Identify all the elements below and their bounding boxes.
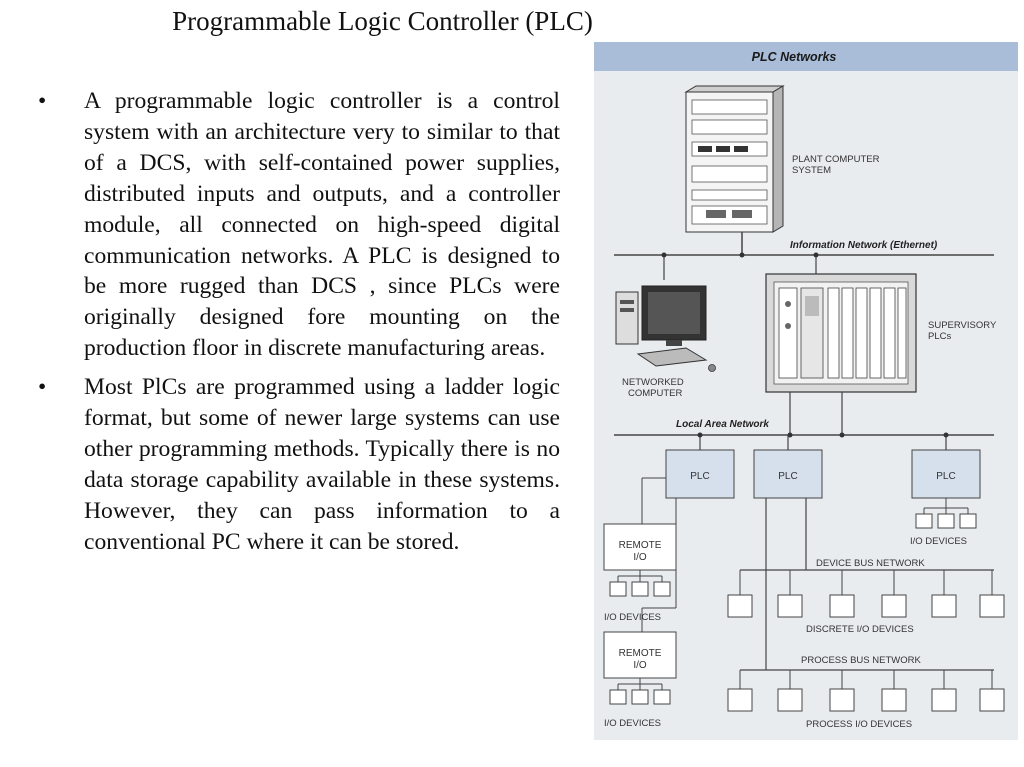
bullet-list — [38, 86, 560, 566]
bullet-item — [38, 372, 560, 557]
bullet-item — [38, 86, 560, 364]
device-bus-network-label: DEVICE BUS NETWORK — [816, 558, 925, 569]
bullet-dot-icon: • — [38, 88, 47, 114]
io-device-box — [654, 690, 670, 704]
io-device-box — [610, 690, 626, 704]
plc-network-diagram — [594, 42, 1018, 740]
plc-label: PLC — [690, 471, 710, 482]
plant-computer-label: PLANT COMPUTER — [792, 154, 880, 165]
process-io-device-box — [932, 689, 956, 711]
remote-io-label: I/O — [633, 552, 647, 563]
slide-title: Programmable Logic Controller (PLC) — [172, 6, 593, 36]
networked-computer-label: NETWORKED — [622, 377, 684, 388]
remote-io-label: I/O — [633, 660, 647, 671]
remote-io-label: REMOTE — [618, 540, 662, 551]
io-device-box — [960, 514, 976, 528]
diagram-header: PLC Networks — [751, 50, 837, 64]
io-device-box — [632, 690, 648, 704]
information-network-label: Information Network (Ethernet) — [790, 240, 938, 251]
io-device-box — [632, 582, 648, 596]
bullet-text: Most PlCs are programmed using a ladder logic format, but some of newer large systems can use other programming methods. Typically there is no data storage capability available in these systems. However, they can pass information to a conventional PC where it can be stored. — [84, 374, 560, 555]
io-devices-label: I/O DEVICES — [604, 718, 662, 729]
process-io-device-box — [882, 689, 906, 711]
discrete-io-device-box — [778, 595, 802, 617]
io-device-box — [654, 582, 670, 596]
process-io-device-box — [728, 689, 752, 711]
process-io-devices-label: PROCESS I/O DEVICES — [806, 719, 913, 730]
discrete-io-device-box — [932, 595, 956, 617]
io-devices-label: I/O DEVICES — [910, 536, 968, 547]
plant-computer-icon — [686, 86, 783, 232]
process-bus-network-label: PROCESS BUS NETWORK — [801, 655, 921, 666]
process-io-device-box — [980, 689, 1004, 711]
local-area-network-label: Local Area Network — [676, 419, 769, 430]
io-device-box — [916, 514, 932, 528]
supervisory-plcs-label: SUPERVISORY — [928, 320, 997, 331]
discrete-io-devices-label: DISCRETE I/O DEVICES — [806, 624, 914, 635]
discrete-io-device-box — [830, 595, 854, 617]
supervisory-plcs-label: PLCs — [928, 331, 952, 342]
process-io-device-box — [830, 689, 854, 711]
discrete-io-device-box — [728, 595, 752, 617]
plant-computer-label: SYSTEM — [792, 165, 832, 176]
io-devices-label: I/O DEVICES — [604, 612, 662, 623]
process-io-device-box — [778, 689, 802, 711]
io-device-box — [610, 582, 626, 596]
supervisory-plc-rack-icon — [766, 274, 916, 392]
plc-label: PLC — [778, 471, 798, 482]
io-device-box — [938, 514, 954, 528]
bullet-dot-icon: • — [38, 374, 47, 401]
networked-computer-label: COMPUTER — [628, 388, 683, 399]
plc-label: PLC — [936, 471, 956, 482]
discrete-io-device-box — [980, 595, 1004, 617]
bullet-text: A programmable logic controller is a control system with an architecture very to similar to that of a DCS, with self-contained power supplies, distributed inputs and outputs, and a controller module, all connected on high-speed digital communication networks. A PLC is designed to be more rugged than DCS , since PLCs were originally designed fore mounting on the production floor in discrete manufacturing areas. — [84, 88, 560, 362]
remote-io-label: REMOTE — [618, 648, 662, 659]
discrete-io-device-box — [882, 595, 906, 617]
